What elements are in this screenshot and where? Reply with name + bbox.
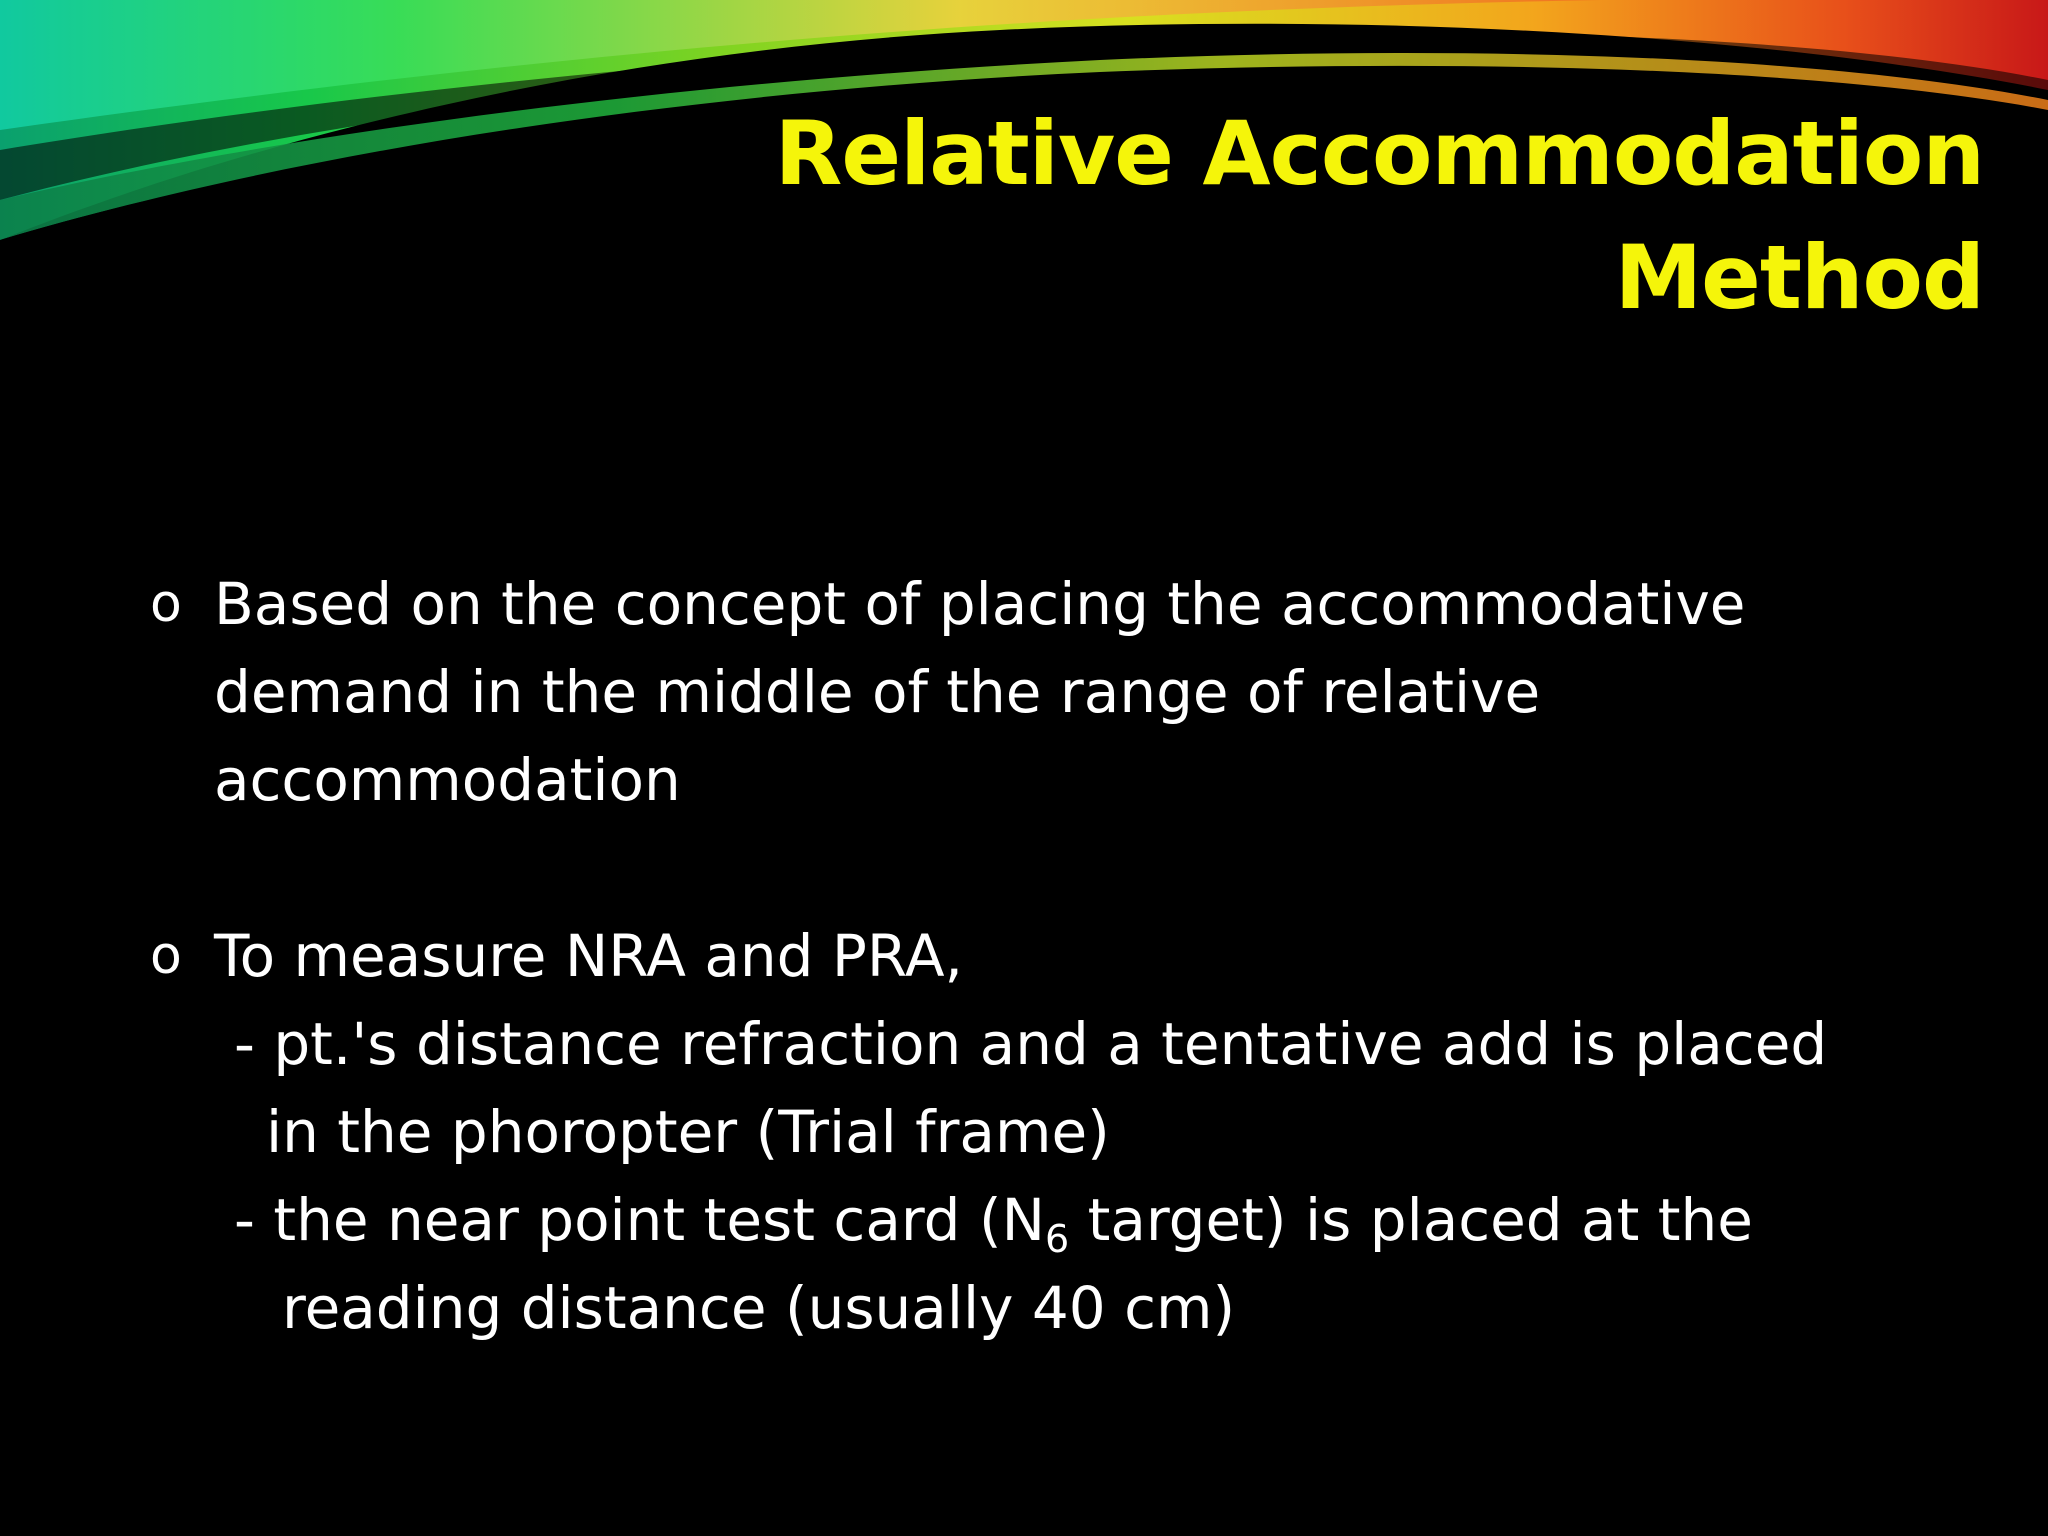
sub-item-test-card-cont: reading distance (usually 40 cm) (282, 1274, 1236, 1342)
bullet-concept-line-1: Based on the concept of placing the accommodative (214, 570, 1746, 638)
bullet-concept-line-2: demand in the middle of the range of relative (214, 658, 1541, 726)
bullet-concept-line-3: accommodation (214, 746, 681, 814)
sub-item-refraction: - pt.'s distance refraction and a tentative add is placed (234, 1010, 1828, 1078)
bullet-measure (150, 912, 1950, 1000)
title-line-2: Method (1614, 226, 1984, 329)
spacer (150, 824, 1950, 912)
slide-title (775, 92, 1984, 340)
test-card-text-pre: - the near point test card (N (234, 1186, 1045, 1254)
sub-item-test-card (150, 1176, 1950, 1264)
bullet-measure-heading: To measure NRA and PRA, (214, 922, 963, 990)
bullet-concept (150, 560, 1950, 824)
bullet-marker: o (150, 574, 182, 634)
test-card-subscript: 6 (1044, 1217, 1070, 1261)
test-card-text-post: target) is placed at the (1069, 1186, 1753, 1254)
title-line-1: Relative Accommodation (774, 102, 1984, 205)
slide-body (150, 560, 1950, 1352)
bullet-marker: o (150, 926, 182, 986)
sub-item-refraction-cont: in the phoropter (Trial frame) (266, 1098, 1110, 1166)
